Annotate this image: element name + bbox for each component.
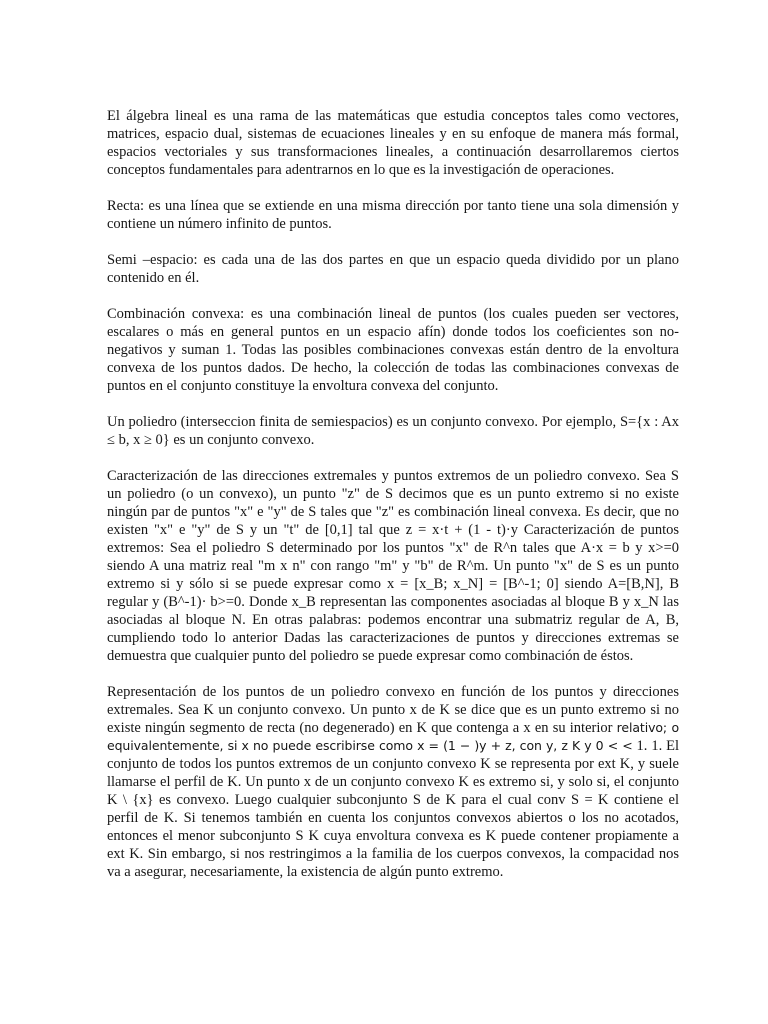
paragraph-representacion <box>107 683 679 881</box>
paragraph-semiespacio: Semi –espacio: es cada una de las dos partes en que un espacio queda dividido por un plano contenido en él. <box>107 252 679 286</box>
representacion-text-start: Representación de los puntos de un poliedro convexo en función de los puntos y direcciones extremales. Sea K un conjunto convexo. Un punto x de K se dice que es un punto extremo si no existe ningún segmento de recta (no degenerado) en K que contenga a x en su interior <box>107 684 679 736</box>
document-page <box>107 107 679 899</box>
paragraph-recta: Recta: es una línea que se extiende en una misma dirección por tanto tiene una sola dimensión y contiene un número infinito de puntos. <box>107 198 679 232</box>
representacion-formula-line: relativo; o equivalentemente, si x no puede escribirse como x = (1 − )y + z, con y, z K y 0 < < <box>107 720 679 753</box>
paragraph-combinacion-convexa: Combinación convexa: es una combinación lineal de puntos (los cuales pueden ser vectores, escalares o más en general puntos en un espacio afín) donde todos los coeficientes son no-negativos y suman 1. Todas las posibles combinaciones convexas están dentro de la envoltura convexa de los puntos dados. De hecho, la colección de todas las combinaciones convexas de puntos en el conjunto constituye la envoltura convexa del conjunto. <box>107 306 679 394</box>
paragraph-intro: El álgebra lineal es una rama de las matemáticas que estudia conceptos tales como vectores, matrices, espacio dual, sistemas de ecuaciones lineales y en su enfoque de manera más formal, espacios vectoriales y sus transformaciones lineales, a continuación desarrollaremos ciertos conceptos fundamentales para adentrarnos en lo que es la investigación de operaciones. <box>107 108 679 178</box>
paragraph-caracterizacion: Caracterización de las direcciones extremales y puntos extremos de un poliedro convexo. Sea S un poliedro (o un convexo), un punto "z" de S decimos que es un punto extremo si no existe ningún par de puntos "x" e "y" de S tales que "z" es combinación lineal convexa. Es decir, que no existen "x" e "y" de S y un "t" de [0,1] tal que z = x·t + (1 - t)·y Caracterización de puntos extremos: Sea el poliedro S determinado por los puntos "x" de R^n tales que A·x = b y x>=0 siendo A una matriz real "m x n" con rango "m" y "b" de R^m. Un punto "x" de S es un punto extremo si y sólo si se puede expresar como x = [x_B; x_N] = [B^-1; 0] siendo A=[B,N], B regular y (B^-1)· b>=0. Donde x_B representan las componentes asociadas al bloque B y x_N las asociadas al bloque N. En otras palabras: podemos encontrar una submatriz regular de A, B, cumpliendo todo lo anterior Dadas las caracterizaciones de puntos y direcciones extremas se demuestra que cualquier punto del poliedro se puede expresar como combinación de éstos. <box>107 468 679 664</box>
representacion-text-end: 1. 1. El conjunto de todos los puntos extremos de un conjunto convexo K se representa por ext K, y suele llamarse el perfil de K. Un punto x de un conjunto convexo K es extremo si, y solo si, el conjunto K \ {x} es convexo. Luego cualquier subconjunto S de K para el cual conv S = K contiene el perfil de K. Si tenemos también en cuenta los conjuntos convexos abiertos o los no acotados, entonces el menor subconjunto S K cuya envoltura convexa es K puede contener propiamente a ext K. Sin embargo, si nos restringimos a la familia de los cuerpos convexos, la compacidad nos va a asegurar, necesariamente, la existencia de algún punto extremo. <box>107 738 679 880</box>
paragraph-poliedro: Un poliedro (interseccion finita de semiespacios) es un conjunto convexo. Por ejemplo, S={x : Ax ≤ b, x ≥ 0} es un conjunto convexo. <box>107 414 679 448</box>
